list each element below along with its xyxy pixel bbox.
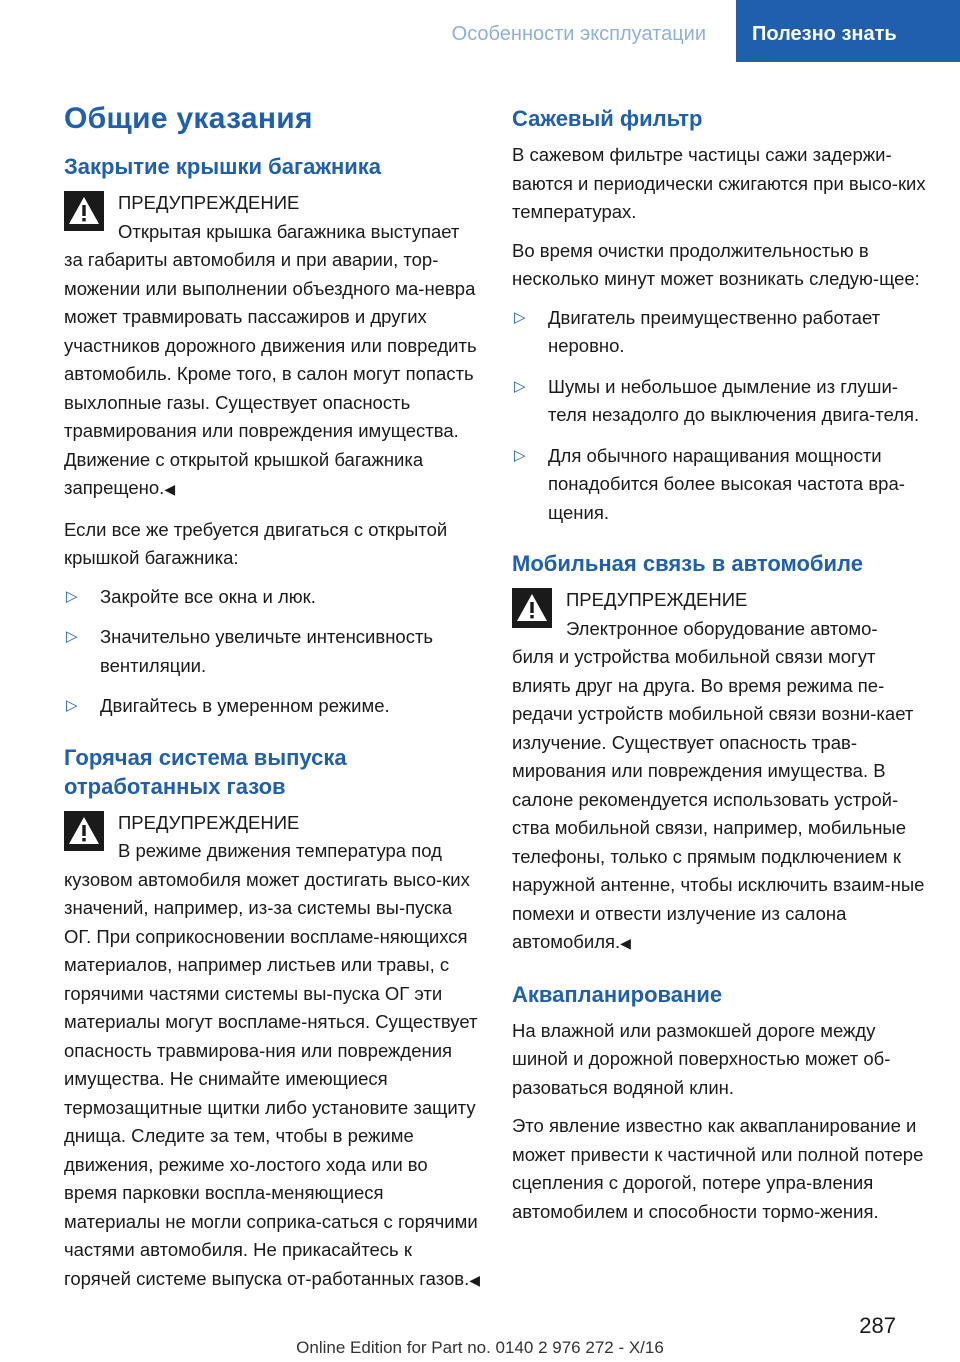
page-number: 287 [859,1313,896,1338]
exhaust-warning [64,809,484,1295]
aquaplaning-paragraph-2: Это явление известно как аквапланирование и может привести к частичной или полной потере сцепления с дорогой, потере упра-вления автомобилем и способности тормо-жения. [512,1115,924,1222]
warning-first-line: Открытая крышка багажника выступает [118,220,460,242]
bullet-triangle-icon: ▷ [66,587,78,605]
trunk-list [64,583,484,721]
header-chapter-tab[interactable]: Полезно знать [736,0,960,62]
list-item: ▷ Закройте все окна и люк. [64,583,484,612]
trunk-intro: Если все же требуется двигаться с открытой крышкой багажника: [64,518,448,568]
mobile-heading: Мобильная связь в автомобиле [512,551,863,576]
soot-paragraph-1: В сажевом фильтре частицы сажи задержи-ваются и периодически сжигаются при высо-ких температурах. [512,144,926,222]
header-section-title: Особенности эксплуатации [451,23,706,45]
soot-heading: Сажевый фильтр [512,106,703,131]
soot-list [512,304,932,528]
page-title: Общие указания [64,102,313,135]
list-item: ▷ Двигайтесь в умеренном режиме. [64,692,484,721]
list-item: ▷ Шумы и небольшое дымление из глуши-теля незадолго до выключения двига-теля. [512,373,932,430]
aquaplaning-paragraph-1: На влажной или размокшей дороге между шиной и дорожной поверхностью может об-разоваться водяной клин. [512,1019,891,1098]
end-mark: ◀ [164,481,176,497]
warning-label: ПРЕДУПРЕЖДЕНИЕ [566,589,748,610]
bullet-triangle-icon: ▷ [514,446,526,464]
end-mark: ◀ [620,935,631,951]
list-item: ▷ Для обычного наращивания мощности понадобится более высокая частота вра-щения. [512,442,932,528]
warning-first-line: Электронное оборудование автомо- [566,617,878,639]
trunk-warning [64,189,484,504]
soot-paragraph-2: Во время очистки продолжительностью в несколько минут может возникать следую-щее: [512,239,920,289]
trunk-heading: Закрытие крышки багажника [64,154,382,179]
warning-triangle-icon [64,191,104,231]
list-item: ▷ Значительно увеличьте интенсивность вентиляции. [64,623,484,680]
page-header [0,0,960,64]
warning-label: ПРЕДУПРЕЖДЕНИЕ [118,192,300,213]
aquaplaning-heading: Аквапланирование [512,981,723,1007]
warning-text: биля и устройства мобильной связи могут влиять друг на друга. Во время режима пе-редачи устройств мобильной связи возни-кает излучение. Существует опасность трав-мирования или повреждения имущества. В салоне рекомендуется использовать устрой-ства мобильной связи, например, мобильные телефоны, только с прямым подключением к наружной антенне, чтобы исключить взаим-ные помехи и отвести излучение из салона автомобиля.◀ [512,646,925,952]
right-column [512,96,932,1236]
mobile-warning [512,586,932,958]
warning-text: за габариты автомобиля и при аварии, тор-можении или выполнении объездного ма-невра может травмировать пассажиров и других участников дорожного движения или повредить автомобиль. Кроме того, в салон могут попасть выхлопные газы. Существует опасность травмирования или повреждения имущества. Движение с открытой крышкой багажника запрещено.◀ [64,249,477,498]
list-item: ▷ Двигатель преимущественно работает неровно. [512,304,932,361]
left-column [64,96,484,1306]
warning-label: ПРЕДУПРЕЖДЕНИЕ [118,811,300,833]
end-mark: ◀ [469,1271,481,1288]
warning-triangle-icon [512,588,552,628]
warning-text: кузовом автомобиля может достигать высо-ких значений, например, из-за системы вы-пуска ОГ. При соприкосновении воспламе-няющихся материалов, например листьев или травы, с горячими частями системы вы-пуска ОГ эти материалы могут воспламе-няться. Существует опасность травмирова-ния или повреждения имущества. Не снимайте имеющиеся термозащитные щитки либо установите защиту днища. Следите за тем, чтобы в режиме движения, режиме хо-лостого хода или во время парковки воспла-меняющиеся материалы не могли соприка-саться с горячими частями автомобиля. Не прикасайтесь к горячей системе выпуска от-работанных газов.◀ [64,868,481,1289]
footer-edition: Online Edition for Part no. 0140 2 976 272 - X/16 [296,1338,664,1357]
bullet-triangle-icon: ▷ [66,697,78,714]
warning-triangle-icon [64,811,104,851]
bullet-triangle-icon: ▷ [66,628,78,645]
warning-first-line: В режиме движения температура под [118,840,442,861]
bullet-triangle-icon: ▷ [514,377,526,395]
bullet-triangle-icon: ▷ [514,308,526,326]
exhaust-heading: Горячая система выпуска отработанных газов [64,744,347,799]
